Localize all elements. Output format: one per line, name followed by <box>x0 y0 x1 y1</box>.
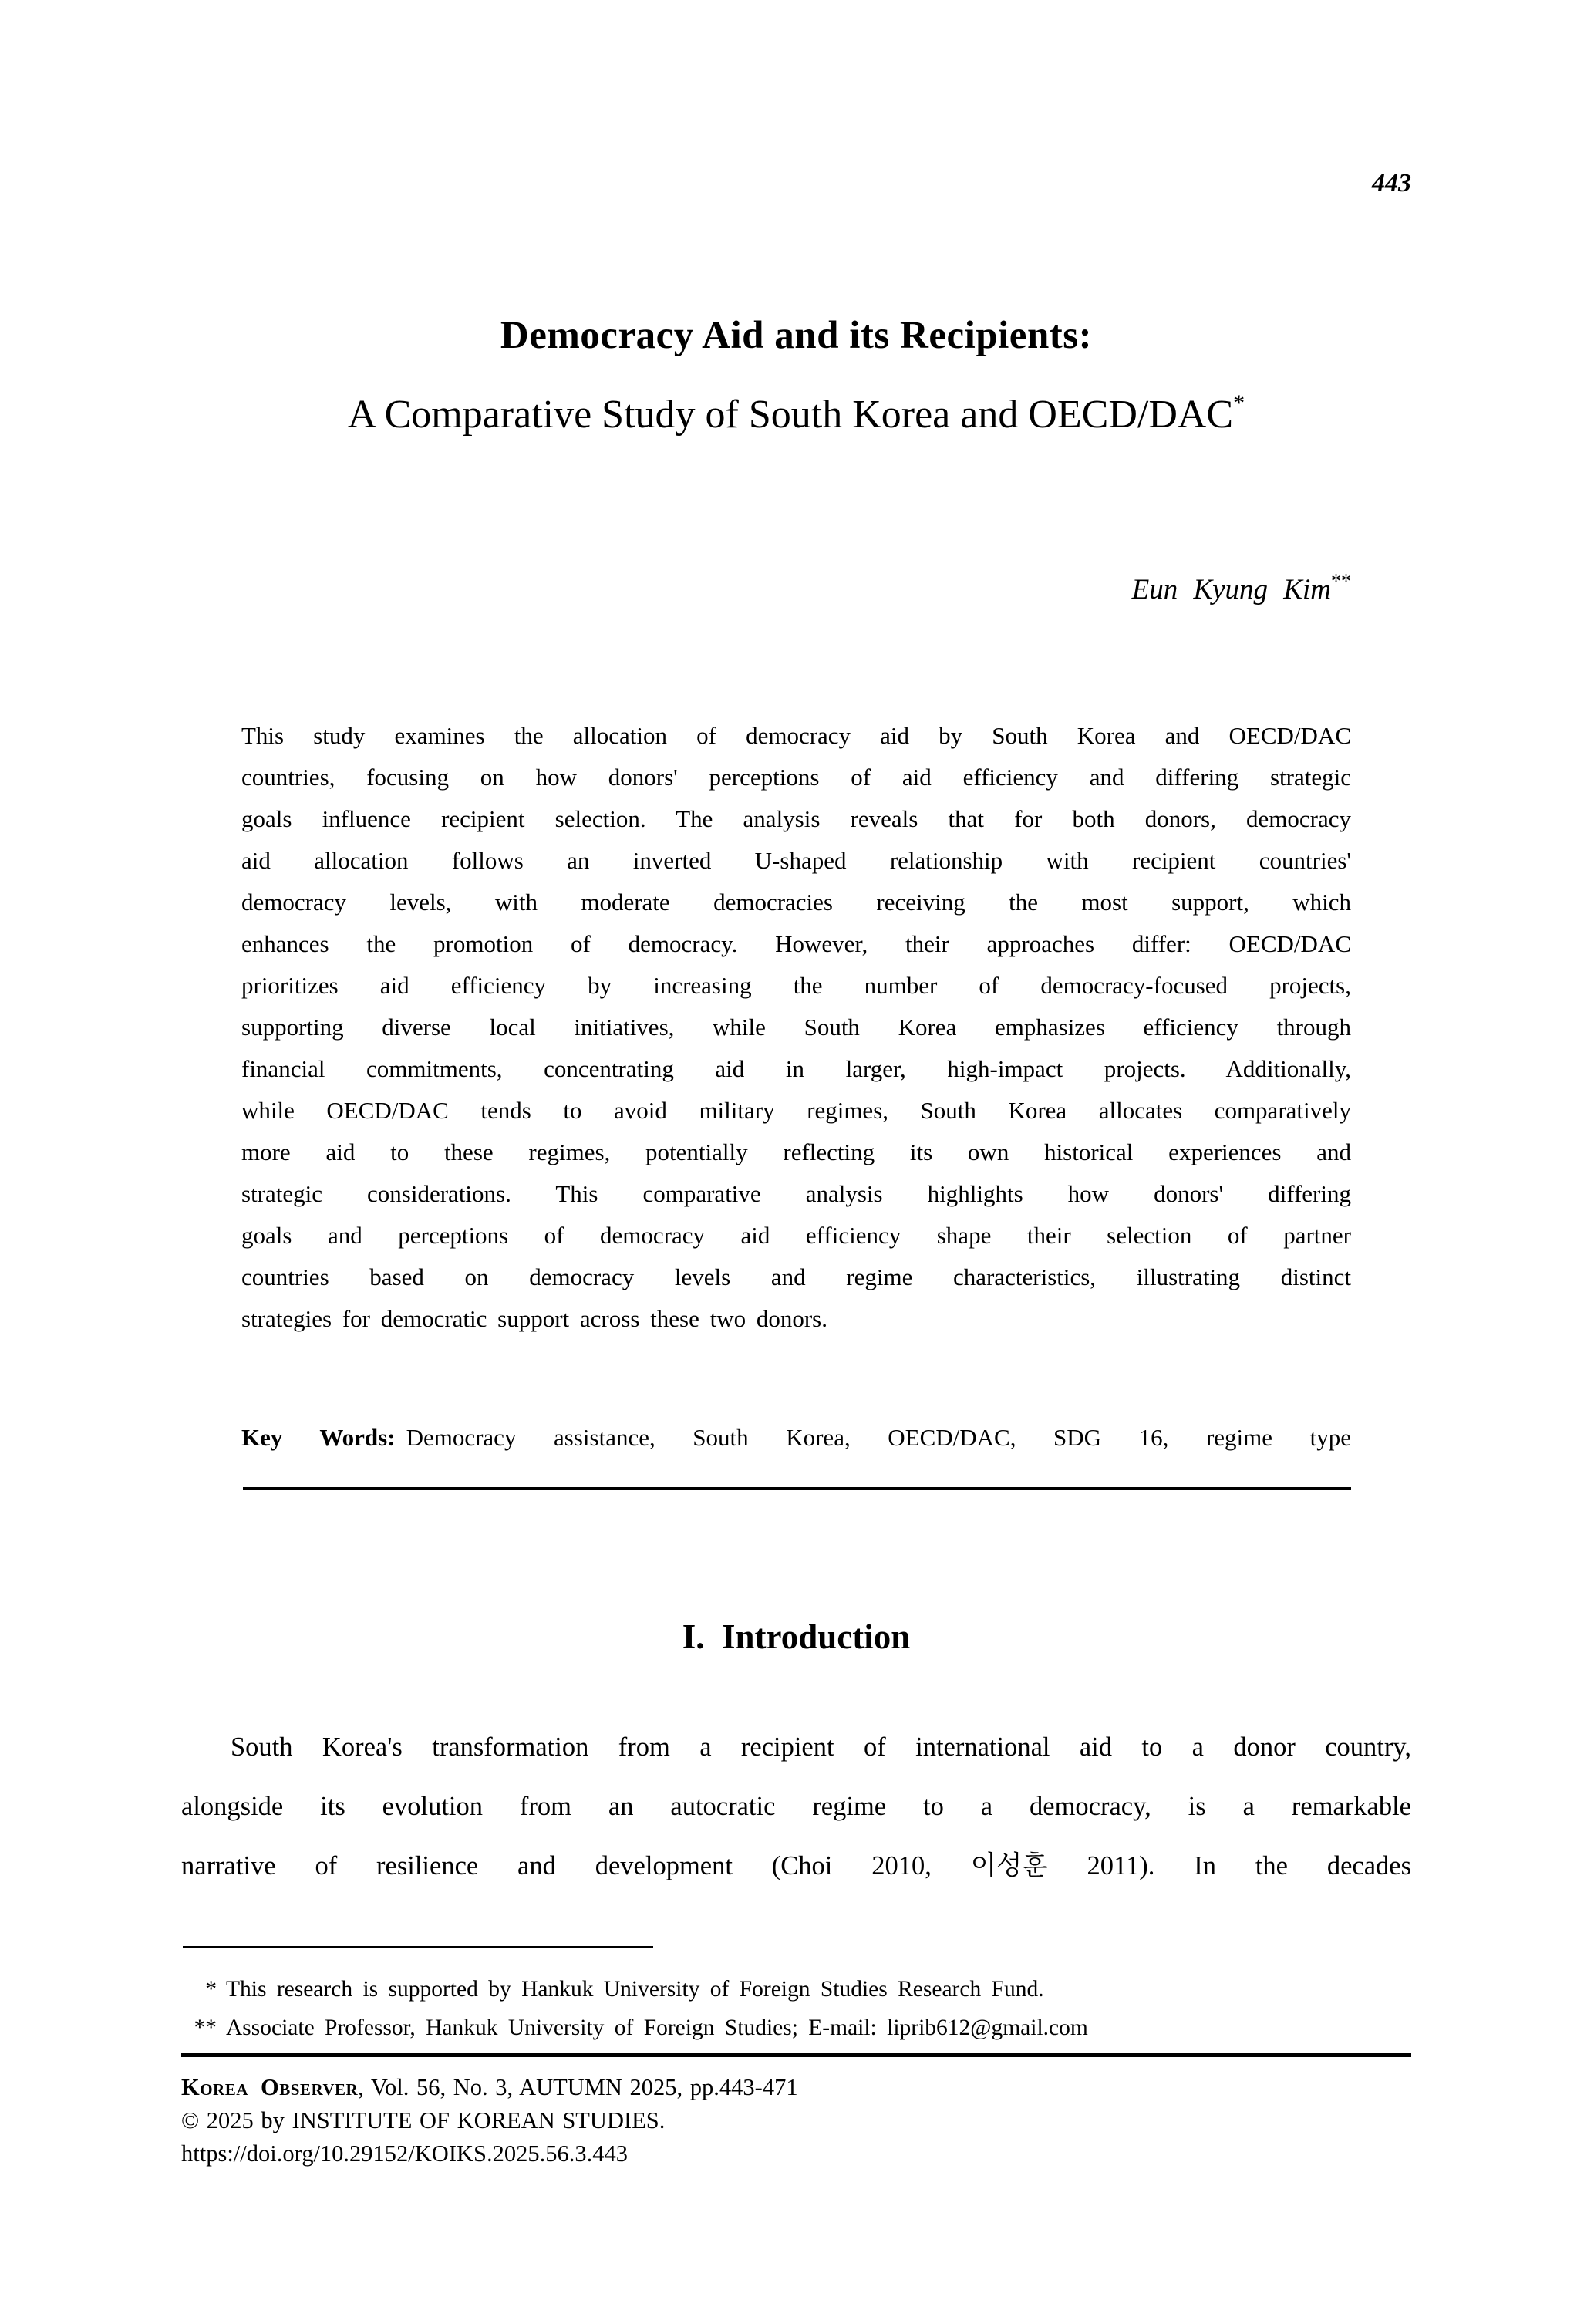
paper-title <box>181 302 1411 449</box>
footnote-text: This research is supported by Hankuk University of Foreign Studies Research Fund. <box>226 1977 1044 2002</box>
copyright-line: © 2025 by INSTITUTE OF KOREAN STUDIES. <box>181 2107 666 2133</box>
abstract-line: strategic considerations. This comparative analysis highlights how donors' differing <box>241 1180 1351 1207</box>
body-line: alongside its evolution from an autocratic regime to a democracy, is a remarkable <box>181 1792 1411 1821</box>
title-footnote-mark: * <box>1233 390 1245 416</box>
footnote-marker: ** <box>194 2015 217 2040</box>
journal-citation <box>181 2071 1411 2104</box>
abstract-line: goals influence recipient selection. The analysis reveals that for both donors, democracy <box>241 805 1351 832</box>
footnote-marker: * <box>205 1977 217 2002</box>
footnote-separator-rule <box>183 1946 653 1948</box>
abstract-line: enhances the promotion of democracy. However, their approaches differ: OECD/DAC <box>241 930 1351 957</box>
body-line: narrative of resilience and development (Choi 2010, 이성훈 2011). In the decades <box>181 1851 1411 1880</box>
footnote <box>181 2009 1411 2047</box>
section-heading: I. Introduction <box>682 1617 911 1656</box>
paper-title-line2-text: A Comparative Study of South Korea and OECD/DAC <box>347 393 1234 437</box>
journal-footer <box>181 2071 1411 2171</box>
footer-rule <box>181 2053 1411 2057</box>
abstract-line: more aid to these regimes, potentially reflecting its own historical experiences and <box>241 1138 1351 1165</box>
journal-name: Korea Observer <box>181 2074 359 2100</box>
abstract-divider-rule <box>243 1487 1351 1490</box>
abstract-line: countries, focusing on how donors' perceptions of aid efficiency and differing strategic <box>241 764 1351 791</box>
author-footnote-mark: ** <box>1331 570 1351 592</box>
author-name: Eun Kyung Kim <box>1131 574 1331 605</box>
introduction-paragraph <box>181 1718 1411 1896</box>
footnote-text: Associate Professor, Hankuk University of Foreign Studies; E-mail: liprib612@gmail.com <box>226 2015 1088 2040</box>
abstract-line: while OECD/DAC tends to avoid military regimes, South Korea allocates comparatively <box>241 1097 1351 1124</box>
footnotes <box>181 1970 1411 2047</box>
footnote <box>181 1970 1411 2009</box>
abstract-line: countries based on democracy levels and regime characteristics, illustrating distinct <box>241 1263 1351 1290</box>
abstract-line: prioritizes aid efficiency by increasing the number of democracy-focused projects, <box>241 972 1351 999</box>
author-line <box>181 565 1411 607</box>
abstract-line: financial commitments, concentrating aid in larger, high-impact projects. Additionally, <box>241 1055 1351 1082</box>
abstract-line: This study examines the allocation of democracy aid by South Korea and OECD/DAC <box>241 722 1351 749</box>
abstract-line: strategies for democratic support across these two donors. <box>241 1305 827 1332</box>
keywords-text: Democracy assistance, South Korea, OECD/DAC, SDG 16, regime type <box>406 1424 1351 1451</box>
doi-line: https://doi.org/10.29152/KOIKS.2025.56.3.443 <box>181 2140 628 2167</box>
paper-title-line1: Democracy Aid and its Recipients: <box>500 314 1093 357</box>
keywords-line <box>181 1417 1411 1459</box>
paper-title-line2 <box>181 369 1411 449</box>
journal-issue: , Vol. 56, No. 3, AUTUMN 2025, pp.443-471 <box>358 2074 798 2100</box>
abstract-line: democracy levels, with moderate democracies receiving the most support, which <box>241 889 1351 916</box>
abstract-line: aid allocation follows an inverted U-shaped relationship with recipient countries' <box>241 847 1351 874</box>
abstract <box>181 715 1411 1340</box>
keywords-label: Key Words: <box>241 1424 396 1451</box>
abstract-line: goals and perceptions of democracy aid efficiency shape their selection of partner <box>241 1222 1351 1249</box>
body-line: South Korea's transformation from a recipient of international aid to a donor country, <box>231 1732 1411 1762</box>
page-number: 443 <box>1372 169 1411 197</box>
abstract-line: supporting diverse local initiatives, while South Korea emphasizes efficiency through <box>241 1014 1351 1041</box>
